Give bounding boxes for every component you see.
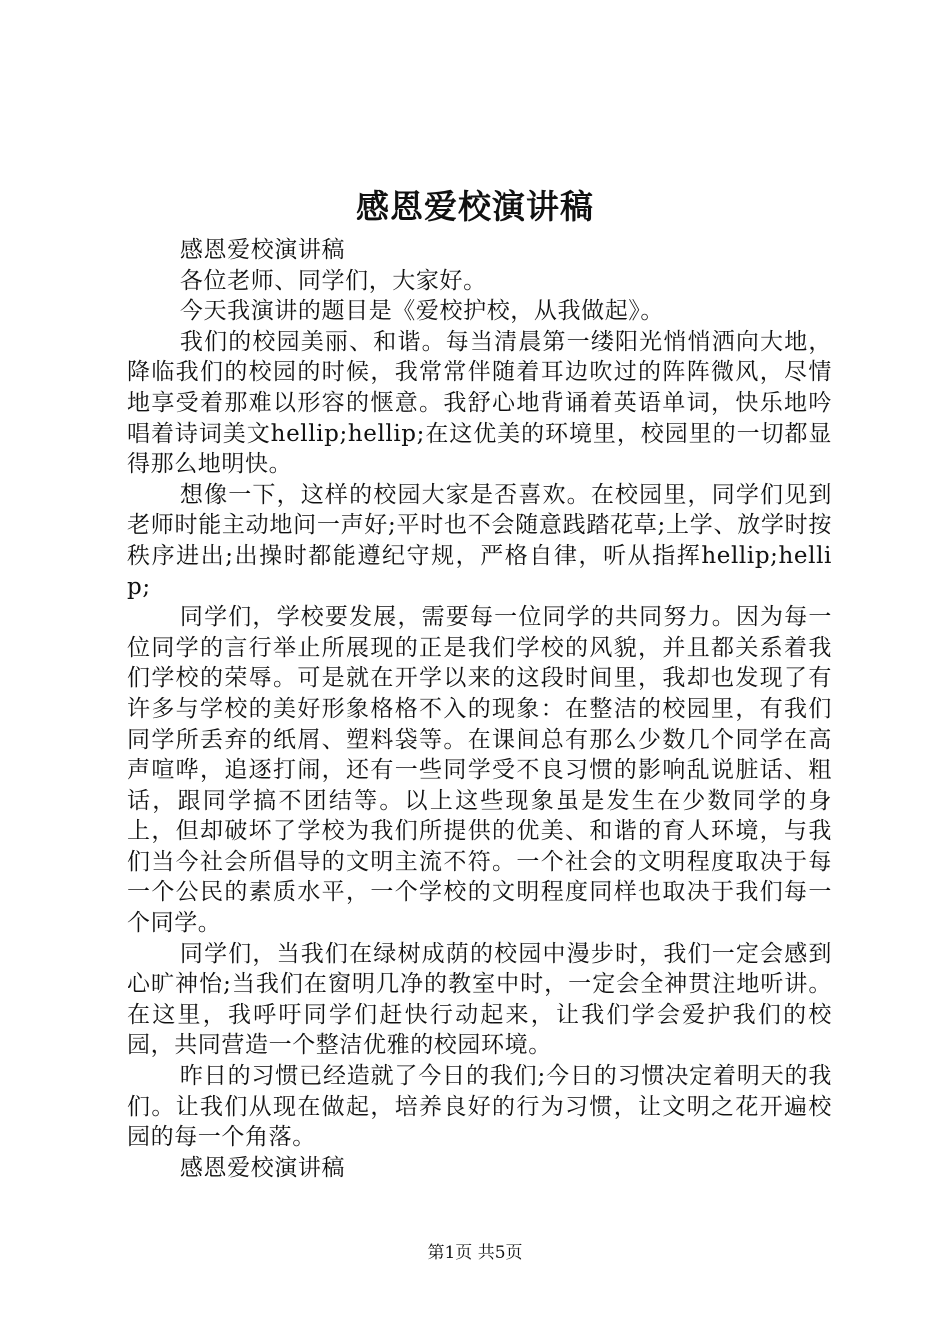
paragraph-topic: 今天我演讲的题目是《爱校护校，从我做起》。 (179, 298, 664, 325)
paragraph-heading-repeat: 感恩爱校演讲稿 (179, 237, 346, 263)
page-footer: 第1页 共5页 (427, 1243, 523, 1263)
paragraph-call-to-action: 同学们，当我们在绿树成荫的校园中漫步时，我们一定会感到心旷神怡;当我们在窗明几净的教室中时，一定会全神贯注地听讲。在这里，我呼吁同学们赶快行动起来，让我们学会爱护我们的校园，共同营造一个整洁优雅的校园环境。 (127, 940, 832, 1059)
paragraph-habits: 昨日的习惯已经造就了今日的我们;今日的习惯决定着明天的我们。让我们从现在做起，培养良好的行为习惯，让文明之花开遍校园的每一个角落。 (127, 1063, 832, 1151)
paragraph-problems: 同学们，学校要发展，需要每一位同学的共同努力。因为每一位同学的言行举止所展现的正是我们学校的风貌，并且都关系着我们学校的荣辱。可是就在开学以来的这段时间里，我却也发现了有许多与学校的美好形象格格不入的现象：在整洁的校园里，有我们同学所丢弃的纸屑、塑料袋等。在课间总有那么少数几个同学在高声喧哗，追逐打闹，还有一些同学受不良习惯的影响乱说脏话、粗话，跟同学搞不团结等。以上这些现象虽是发生在少数同学的身上，但却破坏了学校为我们所提供的优美、和谐的育人环境，与我们当今社会所倡导的文明主流不符。一个社会的文明程度取决于每一个公民的素质水平，一个学校的文明程度同样也取决于我们每一个同学。 (127, 604, 832, 937)
paragraph-campus-beauty: 我们的校园美丽、和谐。每当清晨第一缕阳光悄悄洒向大地，降临我们的校园的时候，我常常伴随着耳边吹过的阵阵微风，尽情地享受着那难以形容的惬意。我舒心地背诵着英语单词，快乐地吟唱着诗词美文hellip;hellip;在这优美的环境里，校园里的一切都显得那么地明快。 (127, 328, 832, 478)
paragraph-closing-title: 感恩爱校演讲稿 (179, 1154, 346, 1181)
paragraph-imagine: 想像一下，这样的校园大家是否喜欢。在校园里，同学们见到老师时能主动地问一声好;平时也不会随意践踏花草;上学、放学时按秩序进出;出操时都能遵纪守规，严格自律，听从指挥hellip;hellip; (127, 481, 832, 600)
paragraph-greeting: 各位老师、同学们，大家好。 (179, 267, 487, 294)
document-body (127, 235, 832, 1183)
document-title: 感恩爱校演讲稿 (356, 187, 594, 226)
